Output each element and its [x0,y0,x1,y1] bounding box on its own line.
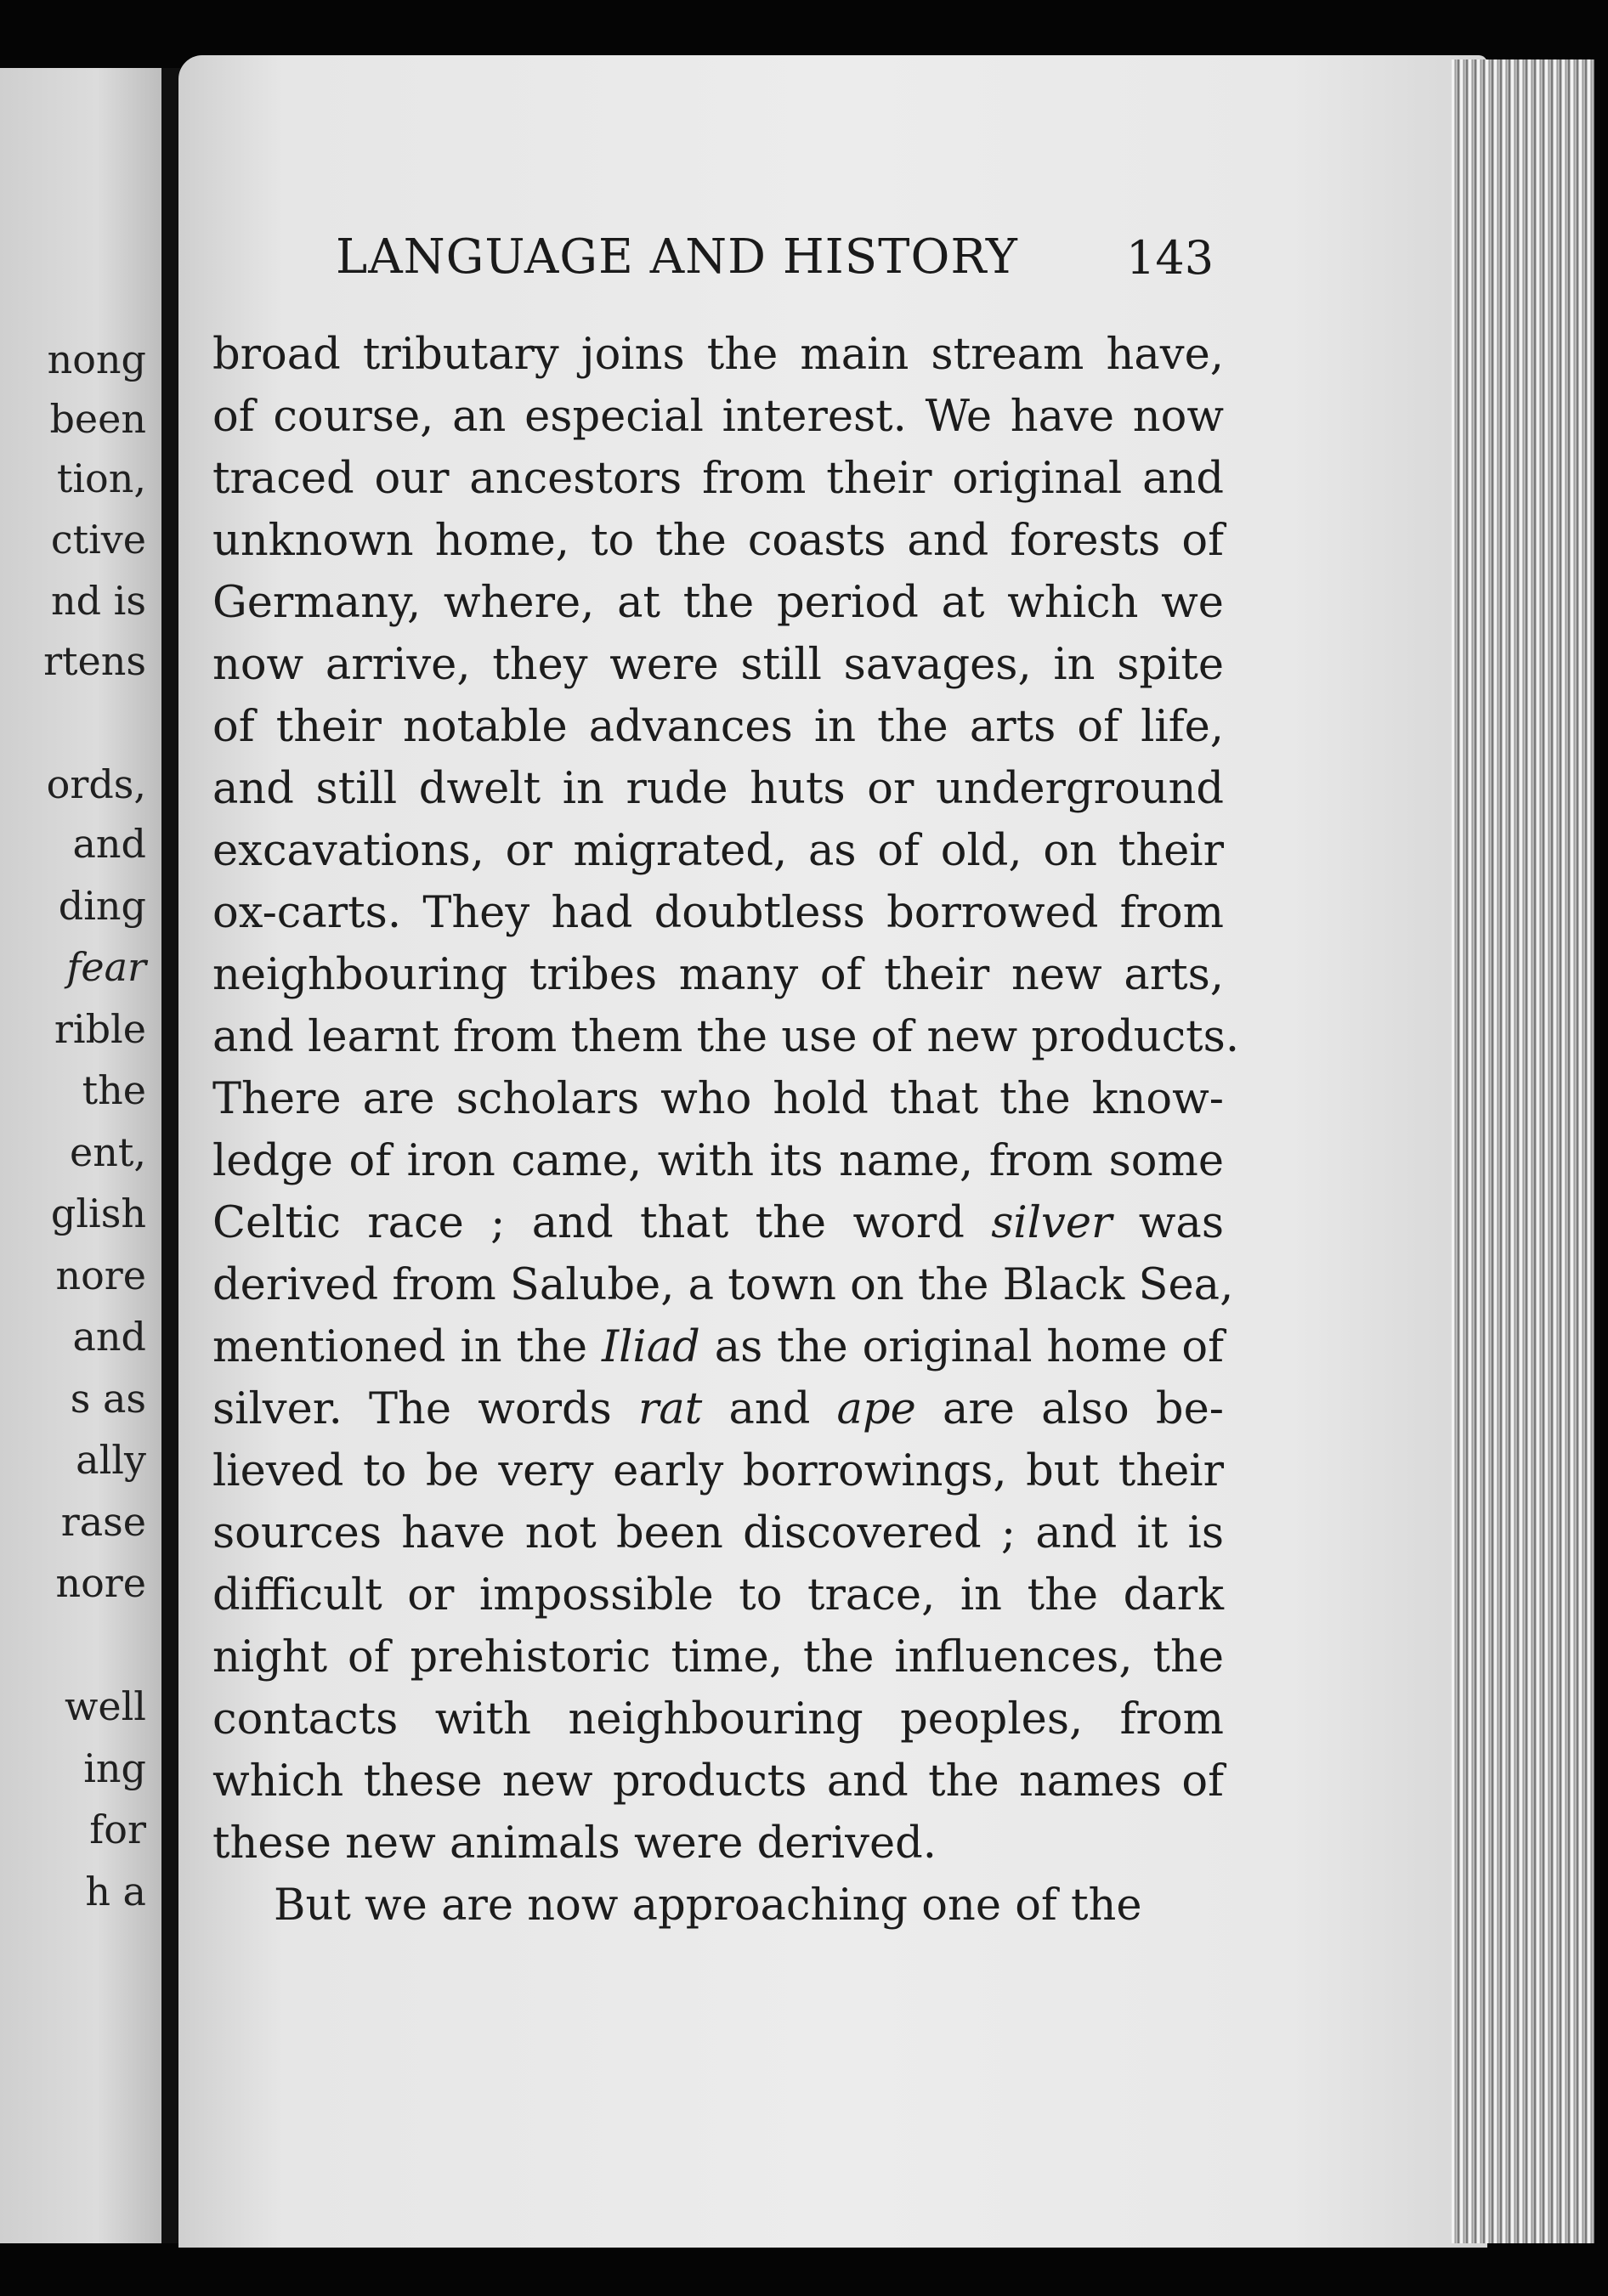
left-page-fragment: nong [47,336,146,382]
text-line [212,330,1224,380]
left-page-fragment: ords, [46,761,146,807]
text-line [212,764,1224,814]
text-line [212,702,1224,752]
text-line [212,1508,1224,1558]
text-line [212,1260,1234,1310]
text-segment: of their notable advances in the arts of life, [212,702,1224,752]
text-line [212,1818,1224,1869]
text-line [274,1880,1224,1931]
text-line [212,888,1224,938]
text-segment: difficult or impossible to trace, in the dark [212,1570,1224,1620]
left-page-fragment: and [72,1314,146,1360]
text-segment: and [702,1384,837,1434]
text-line [212,1198,1224,1248]
left-page-fragment: glish [50,1190,146,1236]
text-line [212,640,1224,690]
left-page-fragment: ing [83,1745,146,1791]
text-segment: contacts with neighbouring peoples, from [212,1694,1224,1745]
text-segment: mentioned in the [212,1322,602,1372]
text-segment: and learnt from them the use of new products. [212,1012,1240,1062]
text-segment: sources have not been discovered ; and it is [212,1508,1224,1558]
text-line [212,826,1224,876]
left-page-fragment: s as [70,1376,146,1422]
text-segment: Germany, where, at the period at which we [212,578,1224,628]
text-segment: There are scholars who hold that the know- [212,1074,1224,1124]
text-line [212,1570,1224,1620]
text-segment: ox-carts. They had doubtless borrowed from [212,888,1224,938]
left-page-fragment: fear [66,944,146,990]
left-page-fragment: and [72,821,146,867]
text-segment: traced our ancestors from their original and [212,454,1224,504]
text-segment: Celtic race ; and that the word [212,1198,992,1248]
text-segment: unknown home, to the coasts and forests of [212,516,1224,566]
text-line [212,1632,1224,1682]
text-line [212,392,1224,442]
text-segment: of course, an especial interest. We have now [212,392,1224,442]
text-line [212,1012,1240,1062]
left-page-fragment: rible [54,1006,146,1052]
left-page-fragment: rase [60,1499,146,1545]
book-gutter [161,68,180,2243]
text-segment: and still dwelt in rude huts or underground [212,764,1224,814]
text-segment: excavations, or migrated, as of old, on their [212,826,1224,876]
italic-term: ape [836,1384,916,1434]
text-segment: which these new products and the names of [212,1756,1224,1807]
text-segment: derived from Salube, a town on the Black Sea, [212,1260,1234,1310]
text-segment: neighbouring tribes many of their new arts, [212,950,1224,1000]
left-page-fragment: the [82,1067,146,1113]
left-page-fragment: nore [55,1560,146,1606]
text-line [212,1694,1224,1745]
text-segment: as the original home of [699,1322,1225,1372]
text-segment: are also be- [915,1384,1224,1434]
left-page-fragment: rtens [43,638,146,684]
text-line [212,1756,1224,1807]
left-page-fragment: h a [85,1869,146,1914]
text-line [212,454,1224,504]
left-page-fragment: ding [58,883,146,929]
text-line [212,516,1224,566]
page-number: 143 [1126,231,1214,285]
left-page-fragment: nore [55,1253,146,1298]
text-segment: But we are now approaching one of the [274,1880,1142,1931]
text-line [212,578,1224,628]
text-segment: night of prehistoric time, the influences, the [212,1632,1224,1682]
italic-term: Iliad [601,1322,700,1372]
left-page-fragment: ally [76,1437,146,1483]
text-line [212,950,1224,1000]
text-line [212,1136,1224,1186]
text-line [212,1074,1224,1124]
text-segment: broad tributary joins the main stream have, [212,330,1224,380]
italic-term: rat [637,1384,703,1434]
running-title: LANGUAGE AND HISTORY [336,229,1018,285]
text-segment: was [1112,1198,1224,1248]
text-line [212,1322,1225,1372]
text-line [212,1446,1224,1496]
text-segment: now arrive, they were still savages, in spite [212,640,1224,690]
text-segment: lieved to be very early borrowings, but their [212,1446,1224,1496]
text-line [212,1384,1224,1434]
text-segment: silver. The words [212,1384,638,1434]
left-page-fragment: for [89,1807,146,1852]
text-segment: these new animals were derived. [212,1818,937,1869]
italic-term: silver [991,1198,1113,1248]
page-edges [1452,59,1594,2243]
left-page-fragment: nd is [50,578,146,624]
left-page-fragment: ent, [70,1129,146,1175]
text-segment: ledge of iron came, with its name, from some [212,1136,1224,1186]
left-page-fragment: tion, [56,455,146,501]
left-page-fragment: well [64,1683,146,1729]
left-page-fragment: been [49,396,146,442]
left-page-fragment: ctive [50,517,146,563]
